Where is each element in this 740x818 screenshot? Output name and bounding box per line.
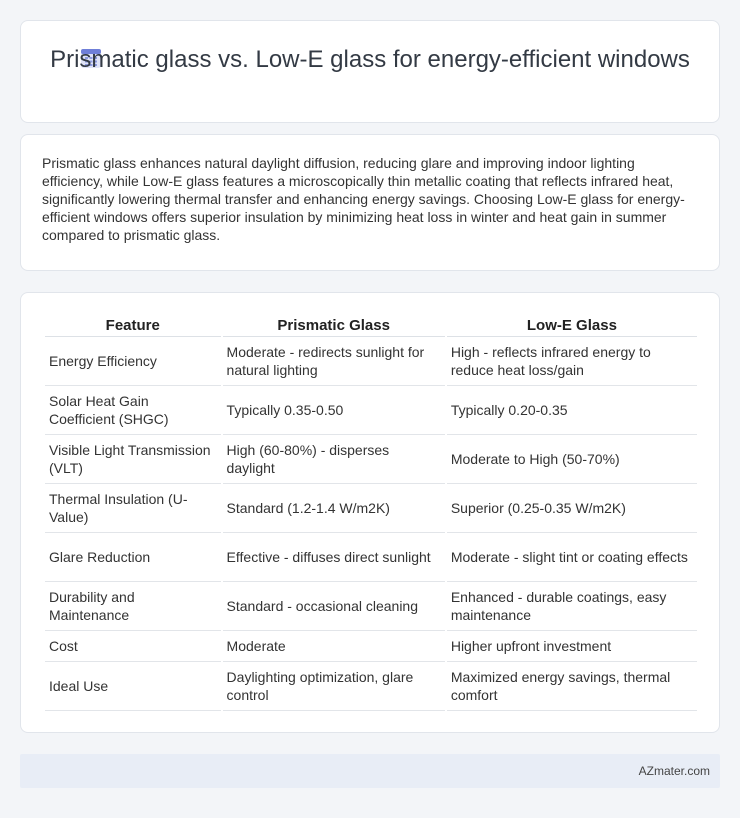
comparison-table <box>43 313 699 711</box>
table-row <box>45 337 697 386</box>
table-cell: Standard (1.2-1.4 W/m2K) <box>223 484 445 533</box>
table-cell: Superior (0.25-0.35 W/m2K) <box>447 484 697 533</box>
page-title: Prismatic glass vs. Low-E glass for energy-efficient windows <box>50 46 690 73</box>
table-row <box>45 662 697 711</box>
summary-card <box>20 134 720 271</box>
table-row <box>45 484 697 533</box>
table-cell: Moderate - redirects sunlight for natural lighting <box>223 337 445 386</box>
table-cell: Thermal Insulation (U-Value) <box>45 484 221 533</box>
table-cell: Daylighting optimization, glare control <box>223 662 445 711</box>
comparison-table-card <box>20 292 720 733</box>
footer-brand-link[interactable]: AZmater.com <box>638 764 710 778</box>
table-cell: Energy Efficiency <box>45 337 221 386</box>
table-cell: Higher upfront investment <box>447 631 697 662</box>
table-cell: Typically 0.20-0.35 <box>447 386 697 435</box>
table-cell: High - reflects infrared energy to reduce heat loss/gain <box>447 337 697 386</box>
table-cell: Cost <box>45 631 221 662</box>
table-cell: Durability and Maintenance <box>45 582 221 631</box>
table-row <box>45 631 697 662</box>
table-cell: Moderate - slight tint or coating effects <box>447 533 697 582</box>
table-header-row <box>45 313 697 337</box>
table-cell: Effective - diffuses direct sunlight <box>223 533 445 582</box>
table-cell: Visible Light Transmission (VLT) <box>45 435 221 484</box>
column-header-feature: Feature <box>45 313 221 337</box>
table-row <box>45 386 697 435</box>
table-cell: Solar Heat Gain Coefficient (SHGC) <box>45 386 221 435</box>
column-header-prismatic: Prismatic Glass <box>223 313 445 337</box>
table-cell: Moderate <box>223 631 445 662</box>
table-row <box>45 435 697 484</box>
column-header-lowe: Low-E Glass <box>447 313 697 337</box>
table-row <box>45 582 697 631</box>
title-card <box>20 20 720 123</box>
footer-bar <box>20 754 720 788</box>
table-cell: Standard - occasional cleaning <box>223 582 445 631</box>
table-cell: Ideal Use <box>45 662 221 711</box>
table-cell: Maximized energy savings, thermal comfort <box>447 662 697 711</box>
table-cell: Glare Reduction <box>45 533 221 582</box>
table-cell: Typically 0.35-0.50 <box>223 386 445 435</box>
summary-text: Prismatic glass enhances natural daylight diffusion, reducing glare and improving indoor lighting efficiency, while Low-E glass features a microscopically thin metallic coating that reflects infrared heat, significantly lowering thermal transfer and enhancing energy savings. Choosing Low-E glass for energy-efficient windows offers superior insulation by minimizing heat loss in winter and heat gain in summer compared to prismatic glass. <box>42 155 685 243</box>
table-cell: Enhanced - durable coatings, easy maintenance <box>447 582 697 631</box>
table-cell: Moderate to High (50-70%) <box>447 435 697 484</box>
table-cell: High (60-80%) - disperses daylight <box>223 435 445 484</box>
table-row <box>45 533 697 582</box>
